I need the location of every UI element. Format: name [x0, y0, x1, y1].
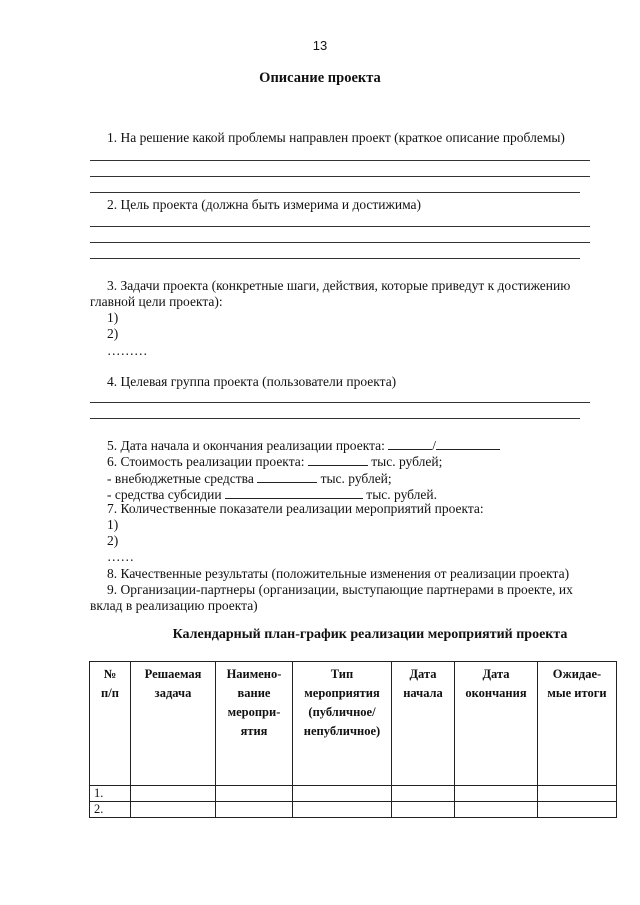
table-cell[interactable]	[392, 786, 455, 802]
question-4: 4. Целевая группа проекта (пользователи проекта)	[107, 374, 397, 389]
currency-label: тыс. рублей;	[371, 454, 443, 469]
calendar-title: Календарный план-график реализации мероприятий проекта	[172, 627, 568, 642]
answer-line[interactable]	[90, 242, 590, 243]
answer-line[interactable]	[90, 226, 590, 227]
list-item: ………	[107, 343, 148, 358]
header-start-date: Дата начала	[392, 662, 455, 786]
header-number: № п/п	[90, 662, 131, 786]
answer-line[interactable]	[90, 418, 580, 419]
table-row	[90, 802, 617, 818]
header-end-date: Дата окончания	[455, 662, 538, 786]
header-event-type: Тип мероприятия (публичное/ непубличное)	[293, 662, 392, 786]
row-number: 2.	[90, 802, 131, 818]
question-6	[107, 452, 442, 470]
answer-line[interactable]	[90, 176, 590, 177]
table-row	[90, 786, 617, 802]
table-cell[interactable]	[455, 802, 538, 818]
table-cell[interactable]	[392, 802, 455, 818]
answer-line[interactable]	[90, 402, 590, 403]
list-item: 2)	[107, 326, 119, 341]
question-9-cont: вклад в реализацию проекта)	[90, 598, 258, 613]
subsidy-label: - средства субсидии	[107, 487, 222, 502]
question-7: 7. Количественные показатели реализации мероприятий проекта:	[107, 501, 484, 516]
question-8: 8. Качественные результаты (положительные изменения от реализации проекта)	[107, 566, 570, 581]
answer-line[interactable]	[90, 192, 580, 193]
calendar-plan-table	[89, 661, 617, 818]
table-cell[interactable]	[538, 802, 617, 818]
extrabudget-label: - внебюджетные средства	[107, 471, 254, 486]
table-cell[interactable]	[538, 786, 617, 802]
page-number: 13	[312, 38, 328, 53]
header-event-name: Наимено- вание меропри- ятия	[216, 662, 293, 786]
question-3: 3. Задачи проекта (конкретные шаги, действия, которые приведут к достижению	[107, 278, 571, 293]
extrabudget-field[interactable]	[257, 469, 317, 483]
header-expected-results: Ожидае- мые итоги	[538, 662, 617, 786]
table-cell[interactable]	[216, 786, 293, 802]
question-9: 9. Организации-партнеры (организации, выступающие партнерами в проекте, их	[107, 582, 573, 597]
question-1: 1. На решение какой проблемы направлен проект (краткое описание проблемы)	[107, 130, 565, 145]
page-title: Описание проекта	[259, 70, 381, 86]
answer-line[interactable]	[90, 258, 580, 259]
question-5-label: 5. Дата начала и окончания реализации проекта:	[107, 438, 385, 453]
question-3-cont: главной цели проекта):	[90, 294, 223, 309]
total-cost-field[interactable]	[308, 452, 368, 466]
table-cell[interactable]	[293, 802, 392, 818]
start-date-field[interactable]	[388, 436, 432, 450]
currency-label: тыс. рублей.	[366, 487, 438, 502]
answer-line[interactable]	[90, 160, 590, 161]
table-cell[interactable]	[455, 786, 538, 802]
list-item: 1)	[107, 310, 119, 325]
row-number: 1.	[90, 786, 131, 802]
subsidy-field[interactable]	[225, 485, 363, 499]
end-date-field[interactable]	[436, 436, 500, 450]
currency-label: тыс. рублей;	[320, 471, 392, 486]
table-cell[interactable]	[293, 786, 392, 802]
question-6-label: 6. Стоимость реализации проекта:	[107, 454, 305, 469]
table-header-row	[90, 662, 617, 786]
header-task: Решаемая задача	[131, 662, 216, 786]
table-cell[interactable]	[131, 802, 216, 818]
list-item: ……	[107, 549, 134, 564]
table-cell[interactable]	[131, 786, 216, 802]
list-item: 2)	[107, 533, 119, 548]
date-separator: /	[432, 438, 437, 453]
list-item: 1)	[107, 517, 119, 532]
table-cell[interactable]	[216, 802, 293, 818]
question-2: 2. Цель проекта (должна быть измерима и достижима)	[107, 197, 422, 212]
